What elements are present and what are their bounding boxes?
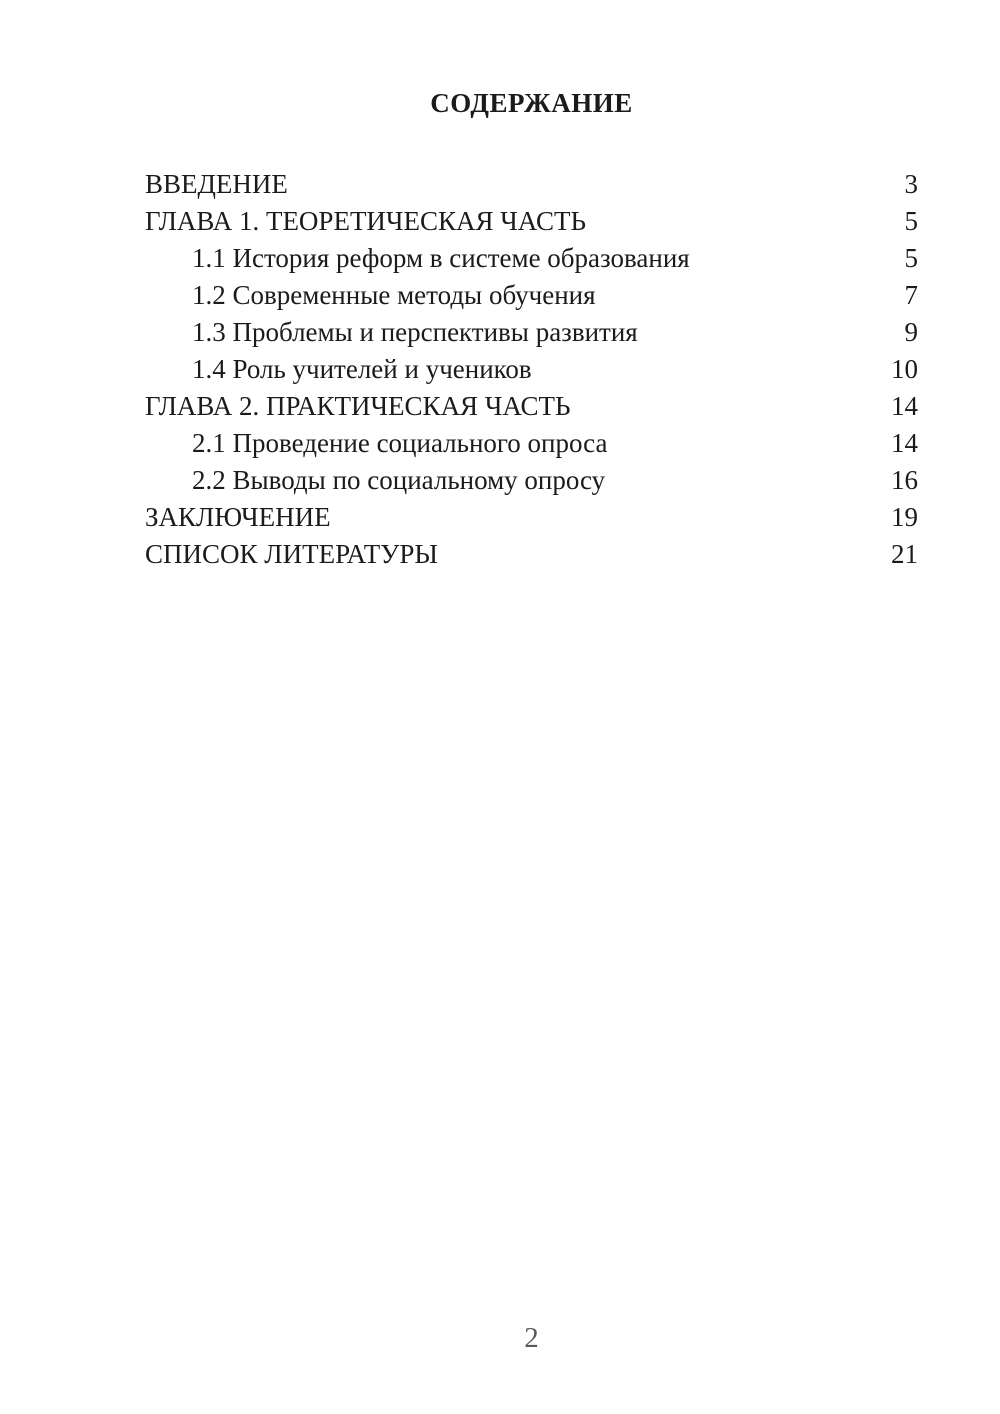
toc-entry-page-number: 19 <box>891 502 918 532</box>
toc-entry-label: ЗАКЛЮЧЕНИЕ <box>145 502 331 532</box>
toc-entry-label: СПИСОК ЛИТЕРАТУРЫ <box>145 539 438 569</box>
toc-entry-label: 1.1 История реформ в системе образования <box>192 243 690 273</box>
toc-entry-page-number: 14 <box>891 428 918 458</box>
toc-entry <box>145 351 918 388</box>
toc-entry-page-number: 9 <box>904 317 918 347</box>
toc-entry <box>145 314 918 351</box>
toc-entry-page-number: 5 <box>904 243 918 273</box>
table-of-contents <box>145 166 918 573</box>
toc-entry <box>145 277 918 314</box>
toc-entry-page-number: 21 <box>891 539 918 569</box>
toc-entry <box>145 203 918 240</box>
toc-entry-label: ГЛАВА 2. ПРАКТИЧЕСКАЯ ЧАСТЬ <box>145 391 571 421</box>
toc-entry-label: ВВЕДЕНИЕ <box>145 169 288 199</box>
toc-entry <box>145 166 918 203</box>
toc-entry-label: 2.1 Проведение социального опроса <box>192 428 608 458</box>
toc-entry-page-number: 5 <box>904 206 918 236</box>
toc-entry-label: 1.3 Проблемы и перспективы развития <box>192 317 638 347</box>
toc-entry <box>145 240 918 277</box>
toc-entry-page-number: 14 <box>891 391 918 421</box>
toc-entry <box>145 425 918 462</box>
toc-entry-label: ГЛАВА 1. ТЕОРЕТИЧЕСКАЯ ЧАСТЬ <box>145 206 586 236</box>
toc-entry-label: 1.2 Современные методы обучения <box>192 280 596 310</box>
toc-entry <box>145 499 918 536</box>
toc-entry-page-number: 10 <box>891 354 918 384</box>
toc-entry-page-number: 3 <box>904 169 918 199</box>
page-title: СОДЕРЖАНИЕ <box>430 88 633 118</box>
footer-page-number: 2 <box>524 1322 539 1354</box>
toc-entry <box>145 536 918 573</box>
toc-entry-label: 1.4 Роль учителей и учеников <box>192 354 532 384</box>
toc-entry-page-number: 7 <box>904 280 918 310</box>
toc-entry <box>145 388 918 425</box>
toc-entry-label: 2.2 Выводы по социальному опросу <box>192 465 606 495</box>
toc-entry-page-number: 16 <box>891 465 918 495</box>
toc-entry <box>145 462 918 499</box>
